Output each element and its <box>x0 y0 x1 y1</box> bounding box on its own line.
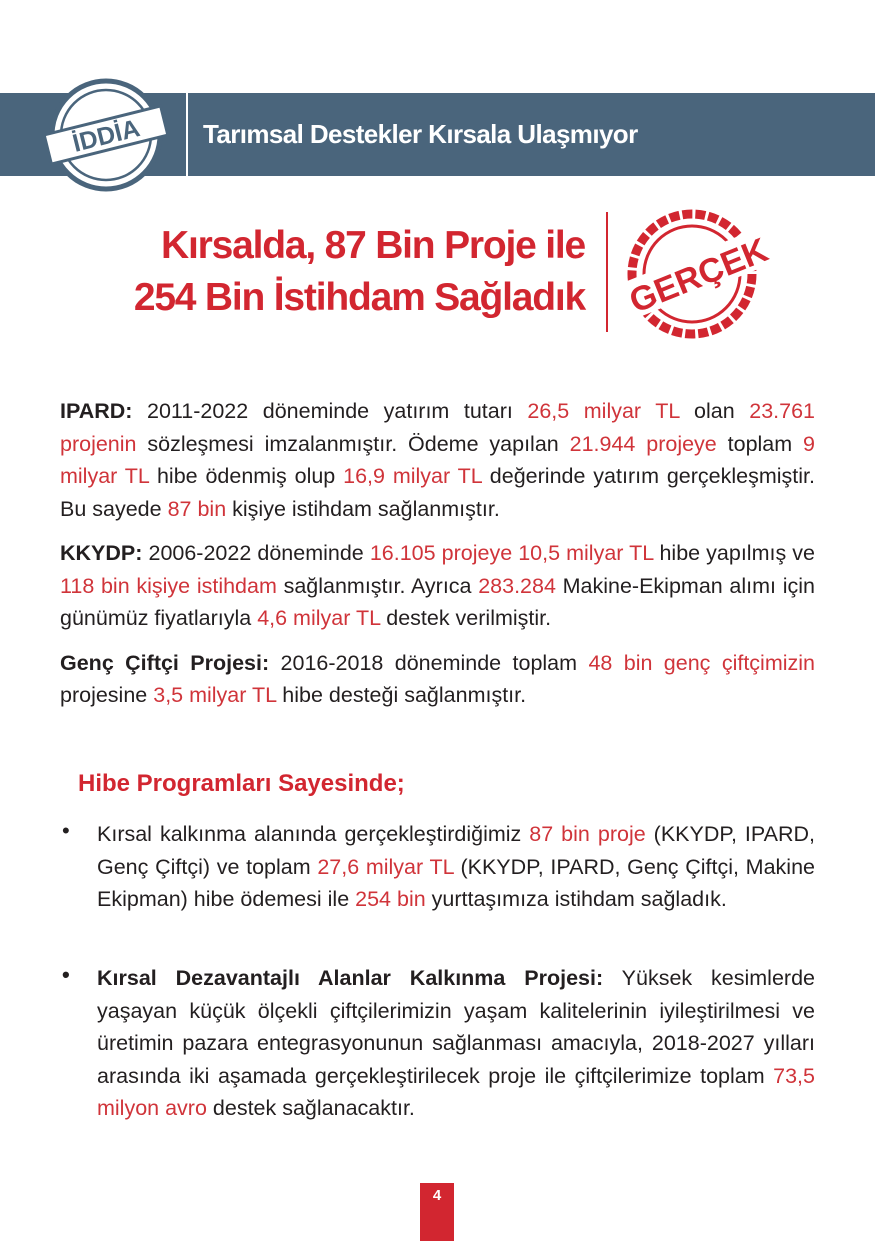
text-run: destek sağlanacaktır. <box>206 1096 415 1120</box>
highlight-text: 87 bin proje <box>529 822 646 846</box>
highlight-text: 87 bin <box>167 496 227 521</box>
bullet-item <box>97 818 815 916</box>
text-run: 2011-2022 döneminde yatırım tutarı <box>132 399 528 423</box>
text-run: değerinde yatırım gerçekleşmiştir. Bu sayede <box>60 464 816 521</box>
highlight-text: 16.105 projeye 10,5 milyar TL <box>369 541 654 565</box>
svg-text:GERÇEK: GERÇEK <box>624 230 774 321</box>
text-run: 2016-2018 döneminde toplam <box>269 650 589 675</box>
bold-label: Kırsal Dezavantajlı Alanlar Kalkınma Projesi: <box>97 966 604 990</box>
text-run: Makine-Ekipman alımı için günümüz fiyatlarıyla <box>60 573 815 630</box>
highlight-text: 9 milyar TL <box>60 431 816 488</box>
highlight-text: 118 bin kişiye istihdam <box>60 573 277 598</box>
subheading: Hibe Programları Sayesinde; <box>78 770 405 797</box>
highlight-text: 27,6 milyar TL <box>317 854 454 879</box>
paragraph-ipard <box>60 395 815 525</box>
highlight-text: 4,6 milyar TL <box>257 606 381 630</box>
svg-text:İDDİA: İDDİA <box>69 114 143 158</box>
text-run: (KKYDP, IPARD, Genç Çiftçi, Makine Ekipman) hibe ödemesi ile <box>97 854 815 911</box>
body-text <box>60 395 815 724</box>
highlight-text: 283.284 <box>478 573 556 598</box>
text-run: toplam <box>716 431 804 456</box>
bullet-icon: • <box>62 818 70 843</box>
text-run: sözleşmesi imzalanmıştır. Ödeme yapılan <box>136 431 570 456</box>
text-run: hibe yapılmış ve <box>653 541 815 565</box>
text-run: Yüksek kesimlerde yaşayan küçük ölçekli çiftçilerimizin yaşam kalitelerinin iyileştirilmesi ve üretimin pazara entegrasyonunun sağlanması amacıyla, 2018-2027 yılları arasında iki aşamada gerçekleştirilecek proje ile çiftçilerimize toplam <box>97 966 815 1088</box>
claim-title: Tarımsal Destekler Kırsala Ulaşmıyor <box>203 119 638 149</box>
text-run: destek verilmiştir. <box>380 606 552 630</box>
text-run: hibe ödenmiş olup <box>149 464 344 488</box>
iddia-stamp <box>44 76 168 194</box>
highlight-text: 254 bin <box>355 887 426 911</box>
headline-line: 254 Bin İstihdam Sağladık <box>133 276 585 319</box>
paragraph-genc-ciftci <box>60 647 815 712</box>
highlight-text: 23.761 projenin <box>60 399 815 456</box>
headline-line: Kırsalda, 87 Bin Proje ile <box>161 224 585 267</box>
highlight-text: 21.944 projeye <box>569 431 717 456</box>
paragraph-kkydp <box>60 537 815 635</box>
divider <box>606 212 608 332</box>
text-run: 2006-2022 döneminde <box>142 541 370 565</box>
highlight-text: 48 bin genç çiftçimizin <box>588 650 815 675</box>
text-run: hibe desteği sağlanmıştır. <box>276 683 527 707</box>
highlight-text: 16,9 milyar TL <box>343 464 482 488</box>
bold-label: IPARD: <box>60 399 133 423</box>
text-run: yurttaşımıza istihdam sağladık. <box>425 887 727 911</box>
text-run: projesine <box>60 683 154 707</box>
text-run: kişiye istihdam sağlanmıştır. <box>226 496 500 521</box>
bold-label: KKYDP: <box>60 541 143 565</box>
bullet-item <box>97 962 815 1125</box>
highlight-text: 3,5 milyar TL <box>153 683 277 707</box>
highlight-text: 73,5 milyon avro <box>97 1063 815 1120</box>
page-number: 4 <box>420 1183 454 1241</box>
gercek-stamp <box>620 206 776 340</box>
divider <box>186 93 188 176</box>
text-run: olan <box>679 399 750 423</box>
bullet-icon: • <box>62 962 70 987</box>
page-headline <box>134 220 585 324</box>
text-run: sağlanmıştır. Ayrıca <box>276 573 479 598</box>
bold-label: Genç Çiftçi Projesi: <box>60 650 270 675</box>
highlight-text: 26,5 milyar TL <box>527 399 680 423</box>
text-run: Kırsal kalkınma alanında gerçekleştirdiğimiz <box>97 822 530 846</box>
text-run: (KKYDP, IPARD, Genç Çiftçi) ve toplam <box>97 822 815 879</box>
